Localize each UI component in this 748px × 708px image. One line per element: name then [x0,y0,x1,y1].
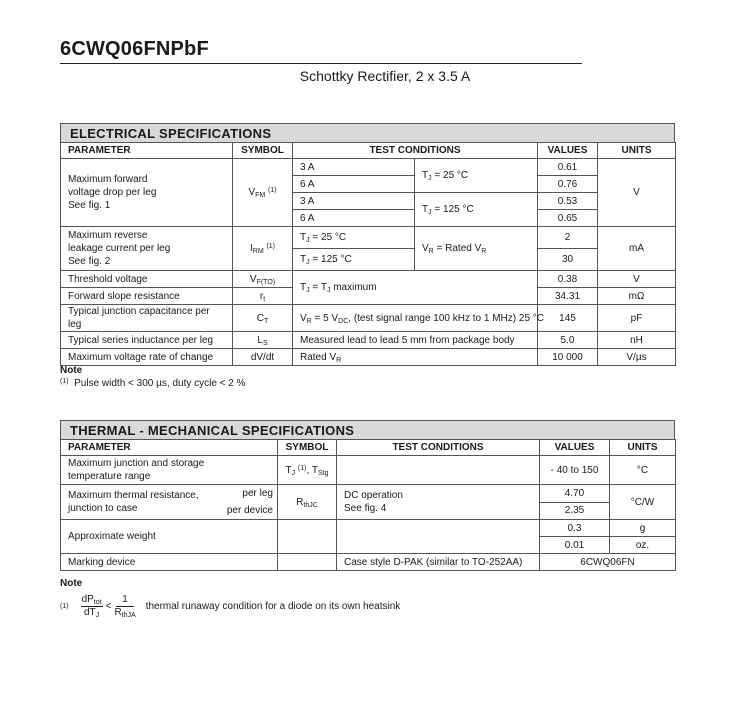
page-title: 6CWQ06FNPbF [60,38,209,60]
tj-value: - 40 to 150 [540,456,610,485]
vfm-value: 0.61 [538,159,598,176]
vfm-current: 6 A [293,210,415,227]
dvdt-condition: Rated $V_R$ [293,349,538,366]
table-row [61,159,676,176]
tj-unit: °C [610,456,676,485]
tj-max-condition: $T_J = T_J$ maximum [293,271,538,305]
column-header-values: VALUES [540,440,610,456]
dvdt-symbol: dV/dt [233,349,293,366]
tj-parameter: Maximum junction and storage temperature range [61,456,278,485]
column-header-parameter: PARAMETER [61,143,233,159]
dvdt-parameter: Maximum voltage rate of change [61,349,233,366]
threshold-value: 0.38 [538,271,598,288]
table-row [61,456,676,485]
dvdt-unit: V/µs [598,349,676,366]
vfm-unit: V [598,159,676,227]
cap-value: 145 [538,305,598,332]
weight-symbol [278,520,337,554]
cap-parameter: Typical junction capacitance per leg [61,305,233,332]
rth-unit: °C/W [610,485,676,520]
vfm-value: 0.76 [538,176,598,193]
table-header-row [61,143,676,159]
cap-unit: pF [598,305,676,332]
marking-symbol [278,554,337,571]
ind-parameter: Typical series inductance per leg [61,332,233,349]
table-row [61,554,676,571]
thermal-spec-table [60,439,676,571]
marking-parameter: Marking device [61,554,278,571]
vfm-value: 0.65 [538,210,598,227]
weight-unit: g [610,520,676,537]
slope-symbol: $r_t$ [233,288,293,305]
tj-symbol: $T_J$ $^{(1)}$, $T_{Stg}$ [278,456,337,485]
thermal-note: (1) $\frac{dP_{tot}}{dT_J}$ < $\frac{1}{R_{thJA}}$ thermal runaway condition for a diode on its own heatsink [60,594,401,619]
page-subtitle: Schottky Rectifier, 2 x 3.5 A [299,68,471,84]
threshold-unit: V [598,271,676,288]
per-device-label: per device [226,505,273,516]
column-header-symbol: SYMBOL [233,143,293,159]
weight-unit: oz. [610,537,676,554]
dptot-dtj-fraction: $\frac{dP_{tot}}{dT_J}$ [81,594,102,619]
column-header-parameter: PARAMETER [61,440,278,456]
weight-value: 0.3 [540,520,610,537]
rth-value: 4.70 [540,485,610,503]
weight-condition [337,520,540,554]
irm-unit: mA [598,227,676,271]
vfm-value: 0.53 [538,193,598,210]
title-rule [60,63,582,64]
table-row [61,520,676,537]
column-header-test-conditions: TEST CONDITIONS [337,440,540,456]
column-header-values: VALUES [538,143,598,159]
irm-value: 30 [538,249,598,271]
tj-condition [337,456,540,485]
marking-condition: Case style D-PAK (similar to TO-252AA) [337,554,540,571]
vfm-current: 3 A [293,193,415,210]
electrical-note-heading: Note [60,365,83,376]
marking-value: 6CWQ06FN [540,554,676,571]
ind-condition: Measured lead to lead 5 mm from package body [293,332,538,349]
irm-symbol: $I_{RM}$ $^{(1)}$ [233,227,293,271]
slope-parameter: Forward slope resistance [61,288,233,305]
table-row [61,305,676,332]
ind-unit: nH [598,332,676,349]
dvdt-value: 10 000 [538,349,598,366]
cap-condition: $V_R = 5$ $V_{DC}$, (test signal range 100 kHz to 1 MHz) 25 °C [293,305,538,332]
slope-value: 34.31 [538,288,598,305]
weight-value: 0.01 [540,537,610,554]
rth-value: 2.35 [540,502,610,520]
electrical-specifications-section [60,123,675,366]
table-row [61,332,676,349]
inverse-rthja-fraction: $\frac{1}{R_{thJA}}$ [114,594,136,619]
thermal-section-heading: THERMAL - MECHANICAL SPECIFICATIONS [60,420,675,439]
irm-rated-vr: $V_R$ = Rated $V_R$ [415,227,538,271]
column-header-units: UNITS [598,143,676,159]
table-row [61,227,676,249]
weight-parameter: Approximate weight [61,520,278,554]
electrical-note: $^{(1)}$ Pulse width < 300 µs, duty cycle < 2 % [60,378,246,389]
irm-tj-125: $T_J = 125$ °C [293,249,415,271]
threshold-symbol: $V_{F(TO)}$ [233,271,293,288]
electrical-section-heading: ELECTRICAL SPECIFICATIONS [60,123,675,142]
vfm-tj-125: $T_J = 125$ °C [415,193,538,227]
vfm-current: 6 A [293,176,415,193]
ind-value: 5.0 [538,332,598,349]
threshold-parameter: Threshold voltage [61,271,233,288]
table-row [61,349,676,366]
ind-symbol: $L_S$ [233,332,293,349]
vfm-parameter: Maximum forward voltage drop per leg See fig. 1 [61,159,233,227]
table-row [61,485,676,503]
irm-parameter: Maximum reverse leakage current per leg See fig. 2 [61,227,233,271]
thermal-mechanical-section [60,420,675,571]
rth-condition: DC operation See fig. 4 [337,485,540,520]
irm-value: 2 [538,227,598,249]
vfm-current: 3 A [293,159,415,176]
rth-parameter: Maximum thermal resistance, junction to case per leg per device [61,485,278,520]
table-header-row [61,440,676,456]
column-header-symbol: SYMBOL [278,440,337,456]
slope-unit: mΩ [598,288,676,305]
irm-tj-25: $T_J = 25$ °C [293,227,415,249]
cap-symbol: $C_T$ [233,305,293,332]
column-header-units: UNITS [610,440,676,456]
column-header-test-conditions: TEST CONDITIONS [293,143,538,159]
table-row [61,271,676,288]
thermal-note-heading: Note [60,578,83,589]
per-leg-label: per leg [242,488,273,499]
rth-symbol: $R_{thJC}$ [278,485,337,520]
vfm-symbol: $V_{FM}$ $^{(1)}$ [233,159,293,227]
electrical-spec-table [60,142,676,366]
vfm-tj-25: $T_J = 25$ °C [415,159,538,193]
